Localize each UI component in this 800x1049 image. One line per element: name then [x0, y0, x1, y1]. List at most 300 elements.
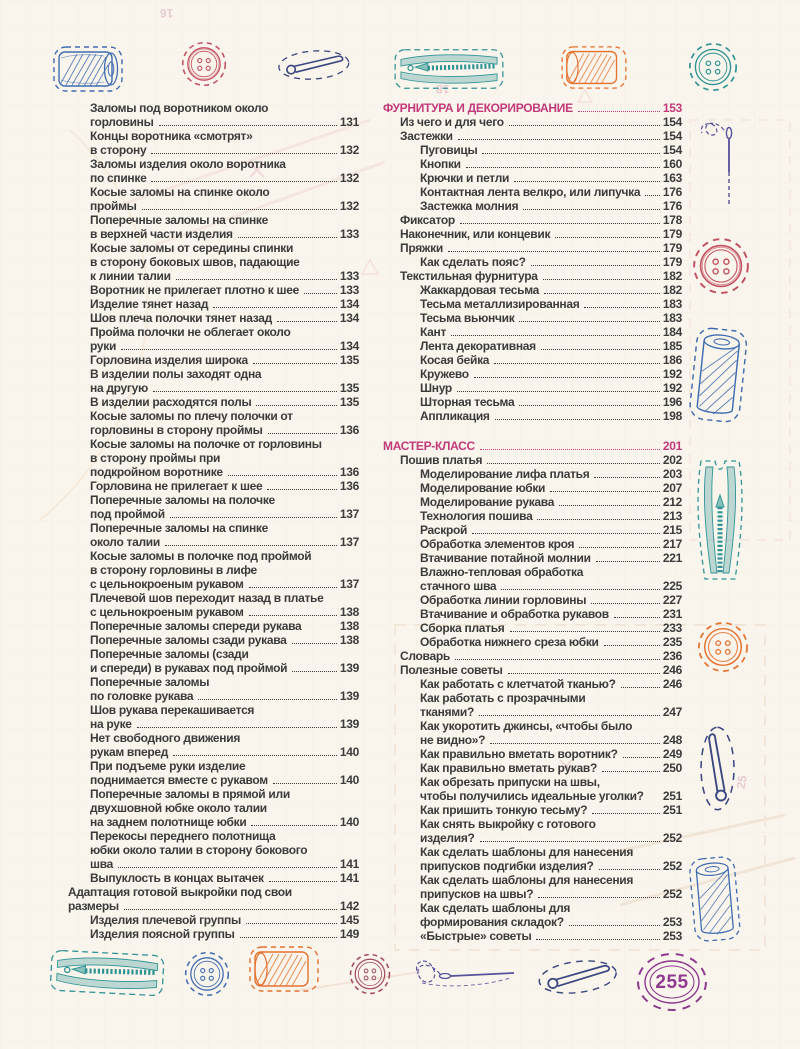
dot-leader — [460, 223, 660, 224]
toc-entry-text: Обработка нижнего среза юбки — [420, 635, 599, 649]
toc-entry — [383, 353, 682, 367]
toc-entry-text: Сборка платья — [420, 621, 505, 635]
toc-entry — [383, 761, 682, 775]
toc-entry — [68, 619, 359, 633]
toc-entry — [68, 633, 359, 647]
toc-entry — [68, 703, 359, 731]
toc-entry-text: Лента декоративная — [420, 339, 536, 353]
toc-entry-text: в сторону проймы при — [90, 451, 221, 465]
toc-entry — [383, 551, 682, 565]
toc-entry — [383, 297, 682, 311]
dot-leader — [614, 617, 660, 618]
dot-leader — [536, 939, 659, 940]
toc-entry-text: Втачивание потайной молнии — [420, 551, 591, 565]
toc-page-ref: 139 — [339, 689, 359, 703]
toc-page-ref: 196 — [662, 395, 682, 409]
toc-page-ref: 138 — [339, 605, 359, 619]
toc-entry — [383, 873, 682, 901]
dot-leader — [510, 631, 660, 632]
toc-entry-text: Концы воротника «смотрят» — [90, 129, 253, 143]
toc-entry-text: Обработка линии горловины — [420, 593, 587, 607]
toc-entry — [383, 395, 682, 409]
toc-page-ref: 136 — [339, 479, 359, 493]
toc-entry — [383, 367, 682, 381]
dot-leader — [268, 433, 337, 434]
dot-leader — [494, 363, 660, 364]
toc-entry — [383, 381, 682, 395]
toc-entry-text: Поперечные заломы на спинке — [90, 213, 269, 227]
toc-entry-text: и спереди) в рукавах под проймой — [90, 661, 288, 675]
toc-entry-text: к линии талии — [90, 269, 171, 283]
toc-page-ref: 132 — [339, 171, 359, 185]
toc-entry-text: чтобы получились идеальные уголки? — [420, 789, 644, 803]
dot-leader — [292, 671, 337, 672]
toc-page-ref: 203 — [662, 467, 682, 481]
maroon-button-icon — [349, 953, 391, 1000]
toc-entry — [383, 691, 682, 719]
toc-entry — [68, 479, 359, 493]
dot-leader — [596, 561, 660, 562]
dot-leader — [121, 349, 337, 350]
dot-leader — [292, 643, 337, 644]
toc-page-ref: 154 — [662, 143, 682, 157]
toc-entry-text: Косые заломы на полочке от горловины — [90, 437, 322, 451]
toc-entry-text: Словарь — [400, 649, 450, 663]
toc-entry — [68, 213, 359, 241]
toc-page-ref: 141 — [339, 871, 359, 885]
toc-page-ref: 135 — [339, 353, 359, 367]
teal-button-icon — [688, 42, 738, 97]
toc-entry-text: Заломы изделия около воротника — [90, 157, 286, 171]
toc-entry-text: стачного шва — [420, 579, 497, 593]
toc-entry — [383, 775, 682, 803]
toc-entry — [383, 453, 682, 467]
toc-entry-text: Горловина изделия широка — [90, 353, 248, 367]
toc-page-ref: 135 — [339, 381, 359, 395]
dot-leader — [508, 673, 660, 674]
toc-page-ref: 139 — [339, 717, 359, 731]
toc-page-ref: 213 — [662, 509, 682, 523]
toc-entry — [383, 213, 682, 227]
toc-entry-text: Аппликация — [420, 409, 490, 423]
dot-leader — [228, 475, 337, 476]
toc-page-ref: 178 — [662, 213, 682, 227]
toc-entry-text: Косые заломы в полочке под проймой — [90, 549, 312, 563]
toc-entry-text: Полезные советы — [400, 663, 503, 677]
toc-entry-text: около талии — [90, 535, 160, 549]
toc-page-ref: 246 — [662, 663, 682, 677]
toc-entry-text: с цельнокроеным рукавом — [90, 577, 244, 591]
dot-leader — [538, 897, 660, 898]
toc-entry-text: размеры — [68, 899, 119, 913]
dot-leader — [599, 869, 660, 870]
dot-leader — [176, 279, 337, 280]
toc-entry — [383, 325, 682, 339]
toc-page-ref: 176 — [662, 199, 682, 213]
toc-entry-text: Поперечные заломы в прямой или — [90, 787, 290, 801]
toc-entry-text: Кружево — [420, 367, 469, 381]
dot-leader — [457, 391, 660, 392]
toc-page-ref: 141 — [339, 857, 359, 871]
dot-leader — [543, 279, 660, 280]
toc-entry-text: Кант — [420, 325, 447, 339]
toc-page-ref: 207 — [662, 481, 682, 495]
toc-entry-text: Изделия поясной группы — [90, 927, 235, 941]
toc-entry — [383, 803, 682, 817]
toc-entry-text: изделия? — [420, 831, 475, 845]
toc-entry-text: проймы — [90, 199, 137, 213]
safety-pin-icon — [275, 45, 354, 89]
faint-pattern-number: 16 — [160, 6, 174, 20]
dot-leader — [304, 293, 337, 294]
toc-entry-text: под проймой — [90, 507, 165, 521]
toc-page-ref: 134 — [339, 311, 359, 325]
toc-page-ref: 140 — [339, 815, 359, 829]
dot-leader — [537, 519, 659, 520]
dot-leader — [198, 699, 337, 700]
dot-leader — [249, 615, 337, 616]
dot-leader — [277, 321, 337, 322]
toc-entry — [383, 509, 682, 523]
toc-entry — [68, 787, 359, 829]
toc-entry-text: Поперечные заломы на полочке — [90, 493, 275, 507]
toc-page-ref: 249 — [662, 747, 682, 761]
dot-leader — [165, 545, 337, 546]
toc-page-ref: 132 — [339, 143, 359, 157]
toc-entry — [383, 495, 682, 509]
toc-entry-text: Пошив платья — [400, 453, 483, 467]
toc-page-ref: 140 — [339, 773, 359, 787]
toc-entry-text: Шторная тесьма — [420, 395, 515, 409]
toc-entry — [383, 537, 682, 551]
dot-leader — [479, 715, 660, 716]
toc-entry-text: Как снять выкройку с готового — [420, 817, 596, 831]
dot-leader — [495, 419, 660, 420]
toc-entry-text: Крючки и петли — [420, 171, 510, 185]
dot-leader — [621, 687, 660, 688]
toc-entry-text: Косая бейка — [420, 353, 490, 367]
toc-page-ref: 154 — [662, 115, 682, 129]
toc-entry-text: Технология пошива — [420, 509, 533, 523]
dot-leader — [544, 293, 660, 294]
toc-entry — [68, 885, 359, 913]
dot-leader — [474, 377, 660, 378]
toc-entry — [383, 663, 682, 677]
toc-entry — [383, 143, 682, 157]
toc-page-ref: 133 — [339, 283, 359, 297]
toc-entry — [68, 731, 359, 759]
toc-entry — [68, 101, 359, 129]
toc-entry — [383, 929, 682, 943]
toc-entry — [383, 171, 682, 185]
toc-page-ref: 252 — [662, 859, 682, 873]
toc-entry — [383, 115, 682, 129]
toc-entry-text: Пряжки — [400, 241, 443, 255]
toc-entry — [68, 927, 359, 941]
toc-entry-text: припусков на швы? — [420, 887, 534, 901]
toc-page-ref: 145 — [339, 913, 359, 927]
toc-entry-text: Застежки — [400, 129, 453, 143]
toc-page-ref: 133 — [339, 227, 359, 241]
toc-page-ref: 252 — [662, 887, 682, 901]
toc-page-ref: 248 — [662, 733, 682, 747]
zipper-icon — [47, 944, 168, 1007]
toc-page-ref: 134 — [339, 339, 359, 353]
toc-page-ref: 133 — [339, 269, 359, 283]
dot-leader — [578, 111, 660, 112]
toc-entry-text: Поперечные заломы сзади рукава — [90, 633, 287, 647]
toc-entry — [383, 817, 682, 845]
toc-entry-text: Косые заломы от середины спинки — [90, 241, 294, 255]
dot-leader — [623, 757, 660, 758]
dot-leader — [569, 925, 660, 926]
toc-entry-text: Моделирование юбки — [420, 481, 546, 495]
toc-entry-text: Шов плеча полочки тянет назад — [90, 311, 272, 325]
safety-pin-icon — [698, 717, 743, 821]
toc-page-ref: 154 — [662, 129, 682, 143]
toc-page-ref: 179 — [662, 241, 682, 255]
dot-leader — [249, 587, 337, 588]
dot-leader — [602, 771, 660, 772]
toc-entry — [68, 311, 359, 325]
toc-page-ref: 131 — [339, 115, 359, 129]
toc-entry-text: Перекосы переднего полотнища — [90, 829, 276, 843]
toc-page-ref: 250 — [662, 761, 682, 775]
dot-leader — [555, 237, 660, 238]
dot-leader — [151, 153, 337, 154]
toc-page-ref: 251 — [662, 789, 682, 803]
dot-leader — [584, 307, 659, 308]
toc-entry — [383, 409, 682, 423]
toc-entry-text: Поперечные заломы спереди рукава — [90, 619, 302, 633]
toc-section-gap — [383, 423, 682, 439]
toc-entry — [68, 913, 359, 927]
needle-with-thread-icon — [410, 948, 522, 1005]
toc-entry — [383, 157, 682, 171]
toc-entry-text: ФУРНИТУРА И ДЕКОРИРОВАНИЕ — [383, 101, 573, 115]
dot-leader — [519, 321, 659, 322]
page-number-badge — [635, 951, 709, 1015]
toc-entry — [68, 283, 359, 297]
toc-entry — [383, 255, 682, 269]
toc-entry — [68, 157, 359, 185]
toc-entry-text: шва — [90, 857, 113, 871]
toc-entry-text: на заднем полотнище юбки — [90, 815, 247, 829]
zipper-vertical-icon — [693, 457, 747, 588]
dot-leader — [273, 783, 337, 784]
toc-entry-text: Косые заломы по плечу полочки от — [90, 409, 293, 423]
dot-leader — [550, 491, 660, 492]
toc-entry-text: Кнопки — [420, 157, 461, 171]
needle-with-thread-icon — [692, 116, 746, 215]
toc-page-ref: 221 — [662, 551, 682, 565]
toc-entry-text: Как правильно вметать рукав? — [420, 761, 597, 775]
toc-entry-text: формирования складок? — [420, 915, 564, 929]
toc-page-ref: 179 — [662, 255, 682, 269]
toc-entry-text: Текстильная фурнитура — [400, 269, 538, 283]
toc-page-ref: 137 — [339, 577, 359, 591]
toc-entry — [383, 269, 682, 283]
toc-entry-text: Раскрой — [420, 523, 468, 537]
toc-entry — [383, 523, 682, 537]
toc-entry — [68, 395, 359, 409]
toc-entry — [383, 635, 682, 649]
toc-section-heading — [383, 439, 682, 453]
toc-page-ref: 233 — [662, 621, 682, 635]
toc-entry-text: Моделирование лифа платья — [420, 467, 590, 481]
toc-entry-text: Изделия плечевой группы — [90, 913, 241, 927]
toc-entry — [68, 829, 359, 871]
dot-leader — [490, 743, 660, 744]
dot-leader — [213, 307, 337, 308]
toc-entry — [68, 493, 359, 521]
dot-leader — [269, 881, 337, 882]
dot-leader — [240, 937, 337, 938]
dot-leader — [604, 645, 660, 646]
dot-leader — [514, 181, 660, 182]
dot-leader — [159, 125, 337, 126]
toc-entry-text: тканями? — [420, 705, 474, 719]
toc-entry-text: припусков подгибки изделия? — [420, 859, 594, 873]
toc-entry-text: Обработка элементов кроя — [420, 537, 575, 551]
toc-page-ref: 135 — [339, 395, 359, 409]
dot-leader — [645, 195, 660, 196]
toc-page-ref: 184 — [662, 325, 682, 339]
toc-page-ref: 137 — [339, 507, 359, 521]
dot-leader — [451, 335, 660, 336]
toc-entry — [68, 409, 359, 437]
toc-entry-text: Влажно-тепловая обработка — [420, 565, 584, 579]
toc-page-ref: 253 — [662, 915, 682, 929]
dot-leader — [519, 405, 660, 406]
toc-entry-text: руки — [90, 339, 117, 353]
toc-section-heading — [383, 101, 682, 115]
toc-page-ref: 138 — [339, 633, 359, 647]
toc-page-ref: 176 — [662, 185, 682, 199]
toc-entry-text: Косые заломы на спинке около — [90, 185, 270, 199]
dot-leader — [480, 449, 660, 450]
orange-thread-spool-icon — [248, 945, 320, 998]
dot-leader — [173, 755, 337, 756]
toc-entry — [383, 283, 682, 297]
toc-entry-text: Как сделать шаблоны для нанесения — [420, 845, 634, 859]
blue-thread-spool-icon — [52, 45, 124, 98]
red-button-icon — [692, 237, 750, 300]
blue-thread-spool-icon — [686, 854, 744, 949]
dot-leader — [523, 209, 660, 210]
toc-entry — [68, 353, 359, 367]
toc-page-ref: 182 — [662, 283, 682, 297]
toc-page-ref: 140 — [339, 745, 359, 759]
toc-entry — [383, 129, 682, 143]
dot-leader — [137, 727, 337, 728]
toc-entry — [383, 481, 682, 495]
toc-page-ref: 198 — [662, 409, 682, 423]
toc-entry-text: Фиксатор — [400, 213, 455, 227]
toc-entry-text: Поперечные заломы на спинке — [90, 521, 269, 535]
toc-page-ref: 183 — [662, 297, 682, 311]
toc-page-ref: 186 — [662, 353, 682, 367]
orange-thread-spool-icon — [560, 45, 628, 95]
toc-entry — [68, 675, 359, 703]
toc-entry-text: МАСТЕР-КЛАСС — [383, 439, 475, 453]
dot-leader — [482, 153, 659, 154]
toc-page-ref: 142 — [339, 899, 359, 913]
dot-leader — [170, 517, 337, 518]
toc-page-ref: 246 — [662, 677, 682, 691]
toc-entry-text: подкройном воротнике — [90, 465, 223, 479]
toc-page-ref: 215 — [662, 523, 682, 537]
toc-left-column — [68, 101, 359, 941]
dot-leader — [487, 463, 660, 464]
toc-entry — [383, 311, 682, 325]
toc-page-ref: 236 — [662, 649, 682, 663]
toc-page-ref: 225 — [662, 579, 682, 593]
toc-entry-text: Воротник не прилегает плотно к шее — [90, 283, 299, 297]
toc-page-ref: 253 — [662, 929, 682, 943]
toc-entry-text: Как сделать пояс? — [420, 255, 526, 269]
toc-entry-text: по спинке — [90, 171, 147, 185]
toc-page-ref: 212 — [662, 495, 682, 509]
toc-page-ref: 132 — [339, 199, 359, 213]
toc-entry — [68, 647, 359, 675]
toc-entry — [383, 241, 682, 255]
dot-leader — [594, 477, 659, 478]
toc-entry-text: Как пришить тонкую тесьму? — [420, 803, 588, 817]
toc-page-ref: 136 — [339, 423, 359, 437]
toc-entry-text: Поперечные заломы — [90, 675, 210, 689]
toc-page-ref: 247 — [662, 705, 682, 719]
toc-entry-text: не видно»? — [420, 733, 486, 747]
toc-entry — [68, 549, 359, 591]
toc-entry — [383, 199, 682, 213]
toc-entry — [68, 871, 359, 885]
toc-entry-text: Пройма полочки не облегает около — [90, 325, 291, 339]
dot-leader — [509, 125, 660, 126]
dot-leader — [238, 237, 337, 238]
dot-leader — [531, 265, 660, 266]
dot-leader — [251, 825, 336, 826]
toc-entry-text: юбки около талии в сторону бокового — [90, 843, 308, 857]
toc-entry — [68, 759, 359, 787]
toc-page-ref: 183 — [662, 311, 682, 325]
toc-entry-text: Как правильно вметать воротник? — [420, 747, 618, 761]
toc-entry-text: Заломы под воротником около — [90, 101, 269, 115]
toc-entry — [383, 649, 682, 663]
toc-entry — [383, 621, 682, 635]
zipper-icon — [392, 44, 506, 99]
toc-page-ref: 179 — [662, 227, 682, 241]
toc-entry-text: поднимается вместе с рукавом — [90, 773, 268, 787]
toc-entry-text: Из чего и для чего — [400, 115, 504, 129]
toc-entry — [68, 521, 359, 549]
toc-entry — [383, 467, 682, 481]
toc-entry-text: Как работать с клетчатой тканью? — [420, 677, 616, 691]
dot-leader — [153, 391, 337, 392]
toc-page-ref: 252 — [662, 831, 682, 845]
dot-leader — [118, 867, 337, 868]
toc-entry-text: Нет свободного движения — [90, 731, 241, 745]
dot-leader — [472, 533, 660, 534]
toc-entry-text: Шнур — [420, 381, 452, 395]
toc-entry-text: Шов рукава перекашивается — [90, 703, 255, 717]
toc-page-ref: 182 — [662, 269, 682, 283]
toc-entry-text: Втачивание и обработка рукавов — [420, 607, 609, 621]
toc-entry — [68, 297, 359, 311]
toc-page-ref: 153 — [662, 101, 682, 115]
toc-entry-text: Тесьма вьюнчик — [420, 311, 515, 325]
toc-entry-text: Пуговицы — [420, 143, 478, 157]
